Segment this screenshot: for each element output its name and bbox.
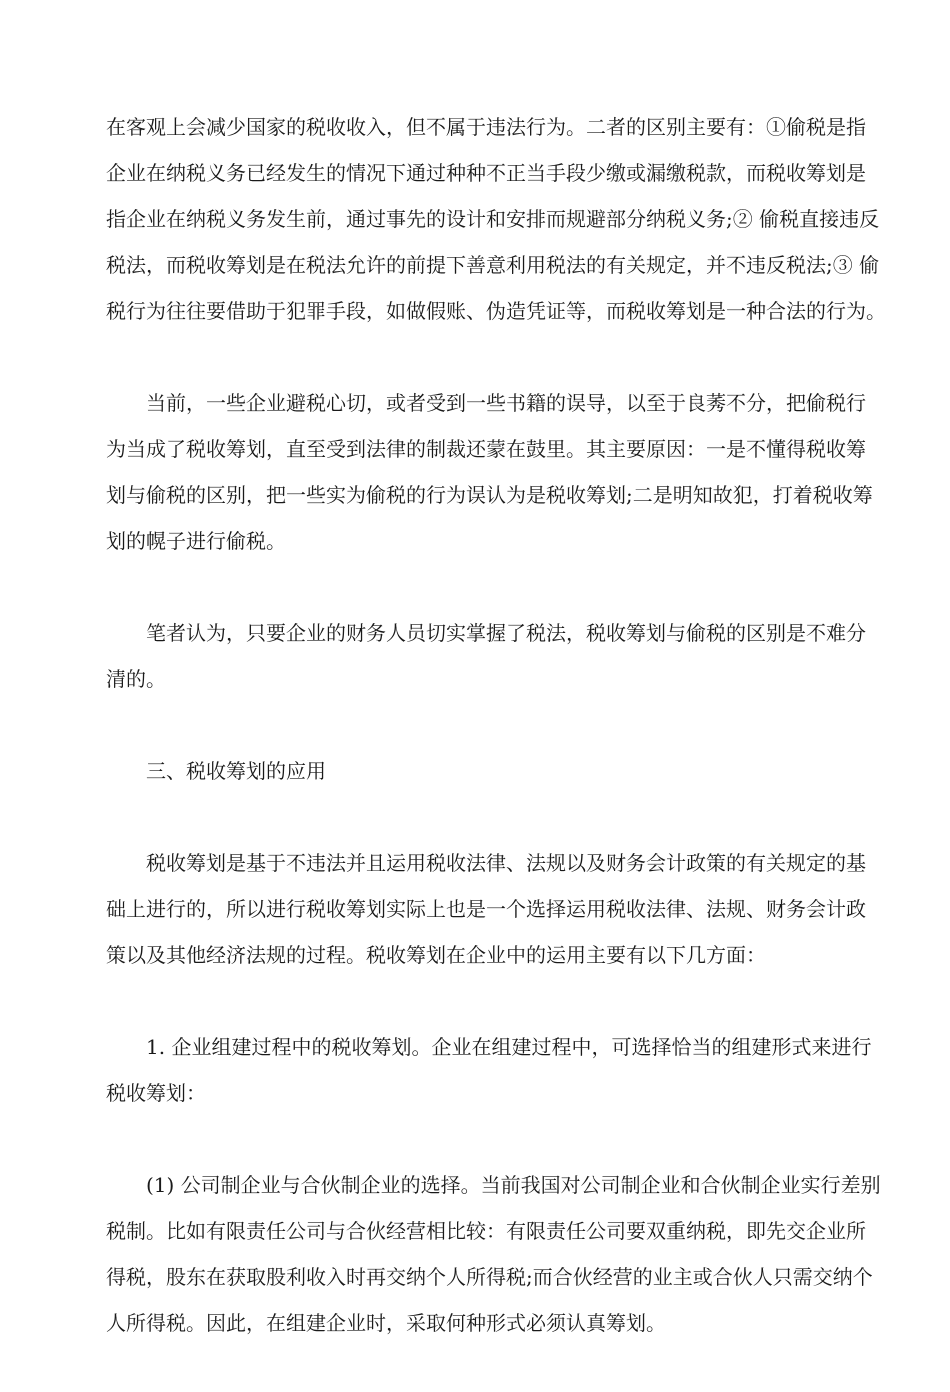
text-line: 策以及其他经济法规的过程。税收筹划在企业中的运用主要有以下几方面： — [106, 943, 766, 967]
text-line: 当前，一些企业避税心切，或者受到一些书籍的误导，以至于良莠不分，把偷税行 — [146, 391, 866, 415]
text-line: 人所得税。因此，在组建企业时，采取何种形式必须认真筹划。 — [106, 1311, 666, 1335]
paragraph-item-1 — [106, 1024, 872, 1116]
text-line: 税行为往往要借助于犯罪手段，如做假账、伪造凭证等，而税收筹划是一种合法的行为。 — [106, 299, 886, 323]
text-line: 划与偷税的区别，把一些实为偷税的行为误认为是税收筹划;二是明知故犯，打着税收筹 — [106, 483, 873, 507]
text-line: 税法，而税收筹划是在税法允许的前提下善意利用税法的有关规定，并不违反税法;③ 偷 — [106, 253, 880, 277]
text-line: 清的。 — [106, 667, 166, 691]
paragraph-item-1-1 — [106, 1162, 881, 1346]
text-line: 为当成了税收筹划，直至受到法律的制裁还蒙在鼓里。其主要原因：一是不懂得税收筹 — [106, 437, 866, 461]
text-line: 笔者认为，只要企业的财务人员切实掌握了税法，税收筹划与偷税的区别是不难分 — [146, 621, 866, 645]
text-line: 税收筹划： — [106, 1081, 206, 1105]
paragraph-application-intro — [106, 840, 866, 978]
text-line: 得税，股东在获取股利收入时再交纳个人所得税;而合伙经营的业主或合伙人只需交纳个 — [106, 1265, 873, 1289]
section-heading-text: 三、税收筹划的应用 — [146, 759, 326, 783]
section-heading — [106, 748, 846, 794]
text-line: 在客观上会减少国家的税收收入，但不属于违法行为。二者的区别主要有：①偷税是指 — [106, 115, 866, 139]
paragraph-tax-planning-vs-evasion — [106, 104, 886, 334]
text-line: 础上进行的，所以进行税收筹划实际上也是一个选择运用税收法律、法规、财务会计政 — [106, 897, 866, 921]
document-body — [106, 104, 886, 1392]
text-line: 指企业在纳税义务发生前，通过事先的设计和安排而规避部分纳税义务;② 偷税直接违反 — [106, 207, 880, 231]
paragraph-current-situation — [106, 380, 873, 564]
text-line: (1) 公司制企业与合伙制企业的选择。当前我国对公司制企业和合伙制企业实行差别 — [146, 1173, 881, 1197]
text-line: 税收筹划是基于不违法并且运用税收法律、法规以及财务会计政策的有关规定的基 — [146, 851, 866, 875]
text-line: 企业在纳税义务已经发生的情况下通过种种不正当手段少缴或漏缴税款，而税收筹划是 — [106, 161, 866, 185]
text-line: 1. 企业组建过程中的税收筹划。企业在组建过程中，可选择恰当的组建形式来进行 — [146, 1035, 872, 1059]
text-line: 税制。比如有限责任公司与合伙经营相比较：有限责任公司要双重纳税，即先交企业所 — [106, 1219, 866, 1243]
paragraph-author-opinion — [106, 610, 866, 702]
text-line: 划的幌子进行偷税。 — [106, 529, 286, 553]
